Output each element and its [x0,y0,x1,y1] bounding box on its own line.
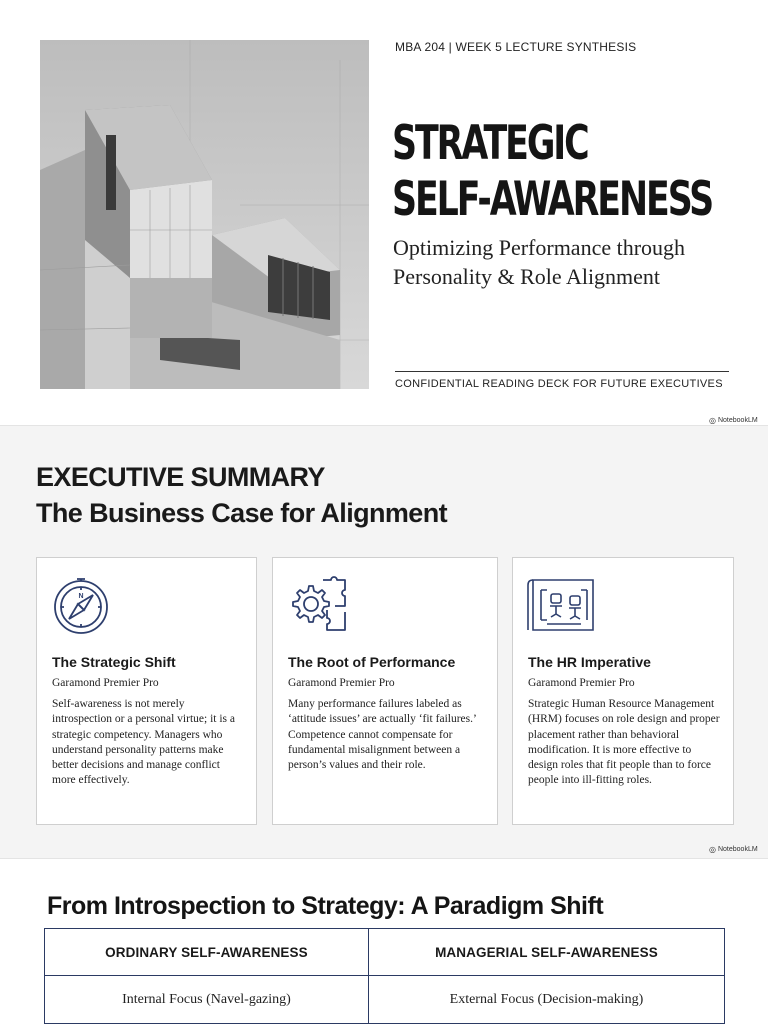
course-label: MBA 204 | WEEK 5 LECTURE SYNTHESIS [395,40,637,54]
notebooklm-watermark [709,845,758,854]
table-row [45,976,725,1024]
cover-subtitle-line-1: Optimizing Performance through [393,235,686,260]
executive-summary-slide [0,426,768,858]
compass-icon [51,574,113,636]
svg-text:N: N [78,593,84,600]
card-strategic-shift [36,557,257,825]
cover-title-line-1: STRATEGIC [392,116,588,171]
card-body: Many performance failures labeled as ‘attitude issues’ are actually ‘fit failures.’ Competence cannot compensate for fundamental misalignment between a person’s values and their role. [288,698,476,772]
cover-subtitle [393,233,685,291]
brutalist-building-image [40,40,369,389]
office-blueprint-icon [527,574,589,636]
column-header-ordinary: ORDINARY SELF-AWARENESS [45,929,369,976]
card-hr-imperative [512,557,734,825]
watermark-text: NotebookLM [717,417,758,424]
summary-heading: EXECUTIVE SUMMARY [36,462,325,492]
table-header-row [45,929,725,976]
card-title: The Root of Performance [288,654,456,670]
card-root-of-performance [272,557,498,825]
paradigm-shift-slide [0,859,768,1024]
card-font-label: Garamond Premier Pro [52,677,159,689]
notebooklm-watermark [709,416,758,425]
notebooklm-icon: ◎ [709,416,716,425]
table-cell: External Focus (Decision-making) [368,976,724,1024]
watermark-text: NotebookLM [717,846,758,853]
card-title: The HR Imperative [528,654,651,670]
gear-puzzle-icon [287,574,349,636]
card-title: The Strategic Shift [52,654,176,670]
card-body: Strategic Human Resource Management (HRM) focuses on role design and proper placement rather than behavioral modification. It is more effective to design roles that fit people than to force people into ill-fitting roles. [528,698,720,787]
cover-slide [0,0,768,425]
card-font-label: Garamond Premier Pro [288,677,395,689]
cover-title-line-2: SELF-AWARENESS [392,172,713,227]
notebooklm-icon: ◎ [709,845,716,854]
card-body: Self-awareness is not merely introspection or a personal virtue; it is a strategic competency. Managers who understand personality patterns make better decisions and manage conflict more effectively. [52,698,235,787]
divider-rule [395,371,729,372]
column-header-managerial: MANAGERIAL SELF-AWARENESS [368,929,724,976]
comparison-table [44,928,725,1024]
cover-title [392,116,712,228]
paradigm-heading: From Introspection to Strategy: A Paradigm Shift [47,892,604,920]
table-cell: Internal Focus (Navel-gazing) [45,976,369,1024]
cover-subtitle-line-2: Personality & Role Alignment [393,264,661,289]
card-font-label: Garamond Premier Pro [528,677,635,689]
confidential-label: CONFIDENTIAL READING DECK FOR FUTURE EXECUTIVES [395,378,723,390]
summary-subheading: The Business Case for Alignment [36,498,447,528]
